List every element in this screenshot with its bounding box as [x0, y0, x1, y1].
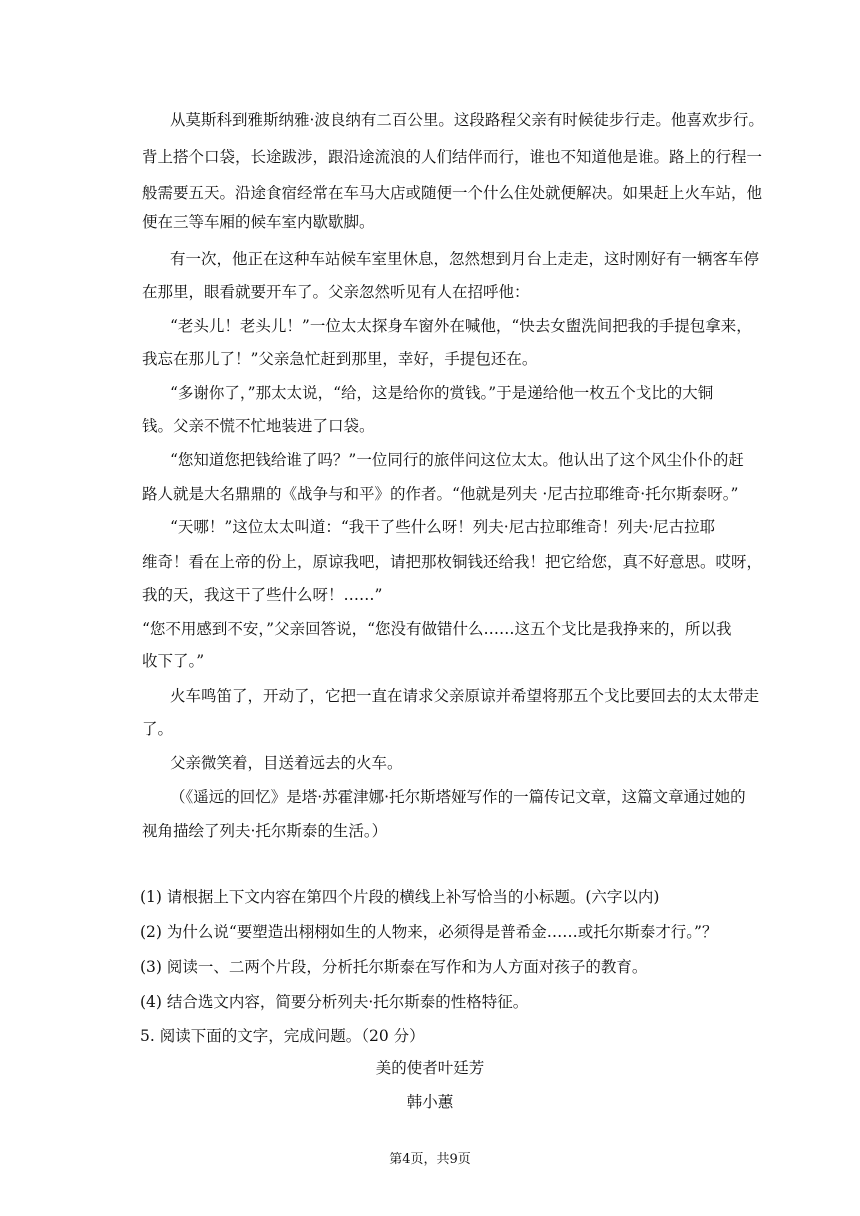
story-line: 般需要五天。沿途食宿经常在车马大店或随便一个什么住处就便解决。如果赶上火车站，他 [142, 184, 763, 202]
story-line: 便在三等车厢的候车室内歇歇脚。 [142, 213, 375, 231]
story-line: “天哪！”这位太太叫道：“我干了些什么呀！列夫·尼古拉耶维奇！列夫·尼古拉耶 [170, 518, 716, 536]
story-line: 背上搭个口袋，长途跋涉，跟沿途流浪的人们结伴而行，谁也不知道他是谁。路上的行程一 [142, 148, 763, 166]
question-item: (3) 阅读一、二两个片段，分析托尔斯泰在写作和为人方面对孩子的教育。 [140, 958, 648, 976]
story-line: “老头儿！老头儿！”一位太太探身车窗外在喊他，“快去女盥洗间把我的手提包拿来， [170, 317, 752, 335]
story-line: 收下了。” [142, 652, 205, 670]
story-line: 从莫斯科到雅斯纳雅·波良纳有二百公里。这段路程父亲有时候徒步行走。他喜欢步行。 [170, 111, 764, 129]
question-item: (1) 请根据上下文内容在第四个片段的横线上补写恰当的小标题。(六字以内) [140, 888, 660, 906]
source-note-line: 视角描绘了列夫·托尔斯泰的生活。） [142, 822, 388, 840]
article-author: 韩小蕙 [406, 1093, 454, 1111]
story-line: 父亲微笑着，目送着远去的火车。 [170, 754, 403, 772]
source-note-line: （《遥远的回忆》是塔·苏霍津娜·托尔斯塔娅写作的一篇传记文章，这篇文章通过她的 [170, 788, 746, 806]
story-line: 钱。父亲不慌不忙地装进了口袋。 [142, 417, 375, 435]
story-line: 在那里，眼看就要开车了。父亲忽然听见有人在招呼他： [142, 283, 530, 301]
question-item: (2) 为什么说“要塑造出栩栩如生的人物来，必须得是普希金……或托尔斯泰才行。”？ [140, 923, 718, 941]
story-line: 了。 [142, 720, 174, 738]
story-line: 我的天，我这干了些什么呀！……” [142, 586, 383, 604]
page-number: 第4页，共9页 [389, 1152, 471, 1167]
story-line: “您不用感到不安，”父亲回答说，“您没有做错什么……这五个戈比是我挣来的，所以我 [142, 620, 732, 638]
article-title: 美的使者叶廷芳 [375, 1059, 485, 1077]
section-heading: 5. 阅读下面的文字，完成问题。（20 分） [140, 1027, 425, 1045]
question-item: (4) 结合选文内容，简要分析列夫·托尔斯泰的性格特征。 [140, 993, 529, 1011]
story-line: 有一次，他正在这种车站候车室里休息，忽然想到月台上走走，这时刚好有一辆客车停 [170, 250, 760, 268]
story-line: 维奇！看在上帝的份上，原谅我吧，请把那枚铜钱还给我！把它给您，真不好意思。哎呀， [142, 553, 763, 571]
story-line: 火车鸣笛了，开动了，它把一直在请求父亲原谅并希望将那五个戈比要回去的太太带走 [170, 687, 760, 705]
story-line: “多谢你了，”那太太说，“给，这是给你的赏钱。”于是递给他一枚五个戈比的大铜 [170, 384, 714, 402]
story-line: “您知道您把钱给谁了吗？”一位同行的旅伴问这位太太。他认出了这个风尘仆仆的赶 [170, 451, 744, 469]
story-line: 路人就是大名鼎鼎的《战争与和平》的作者。“他就是列夫 ·尼古拉耶维奇·托尔斯泰呀。” [142, 485, 739, 503]
story-line: 我忘在那儿了！”父亲急忙赶到那里，幸好，手提包还在。 [142, 350, 538, 368]
